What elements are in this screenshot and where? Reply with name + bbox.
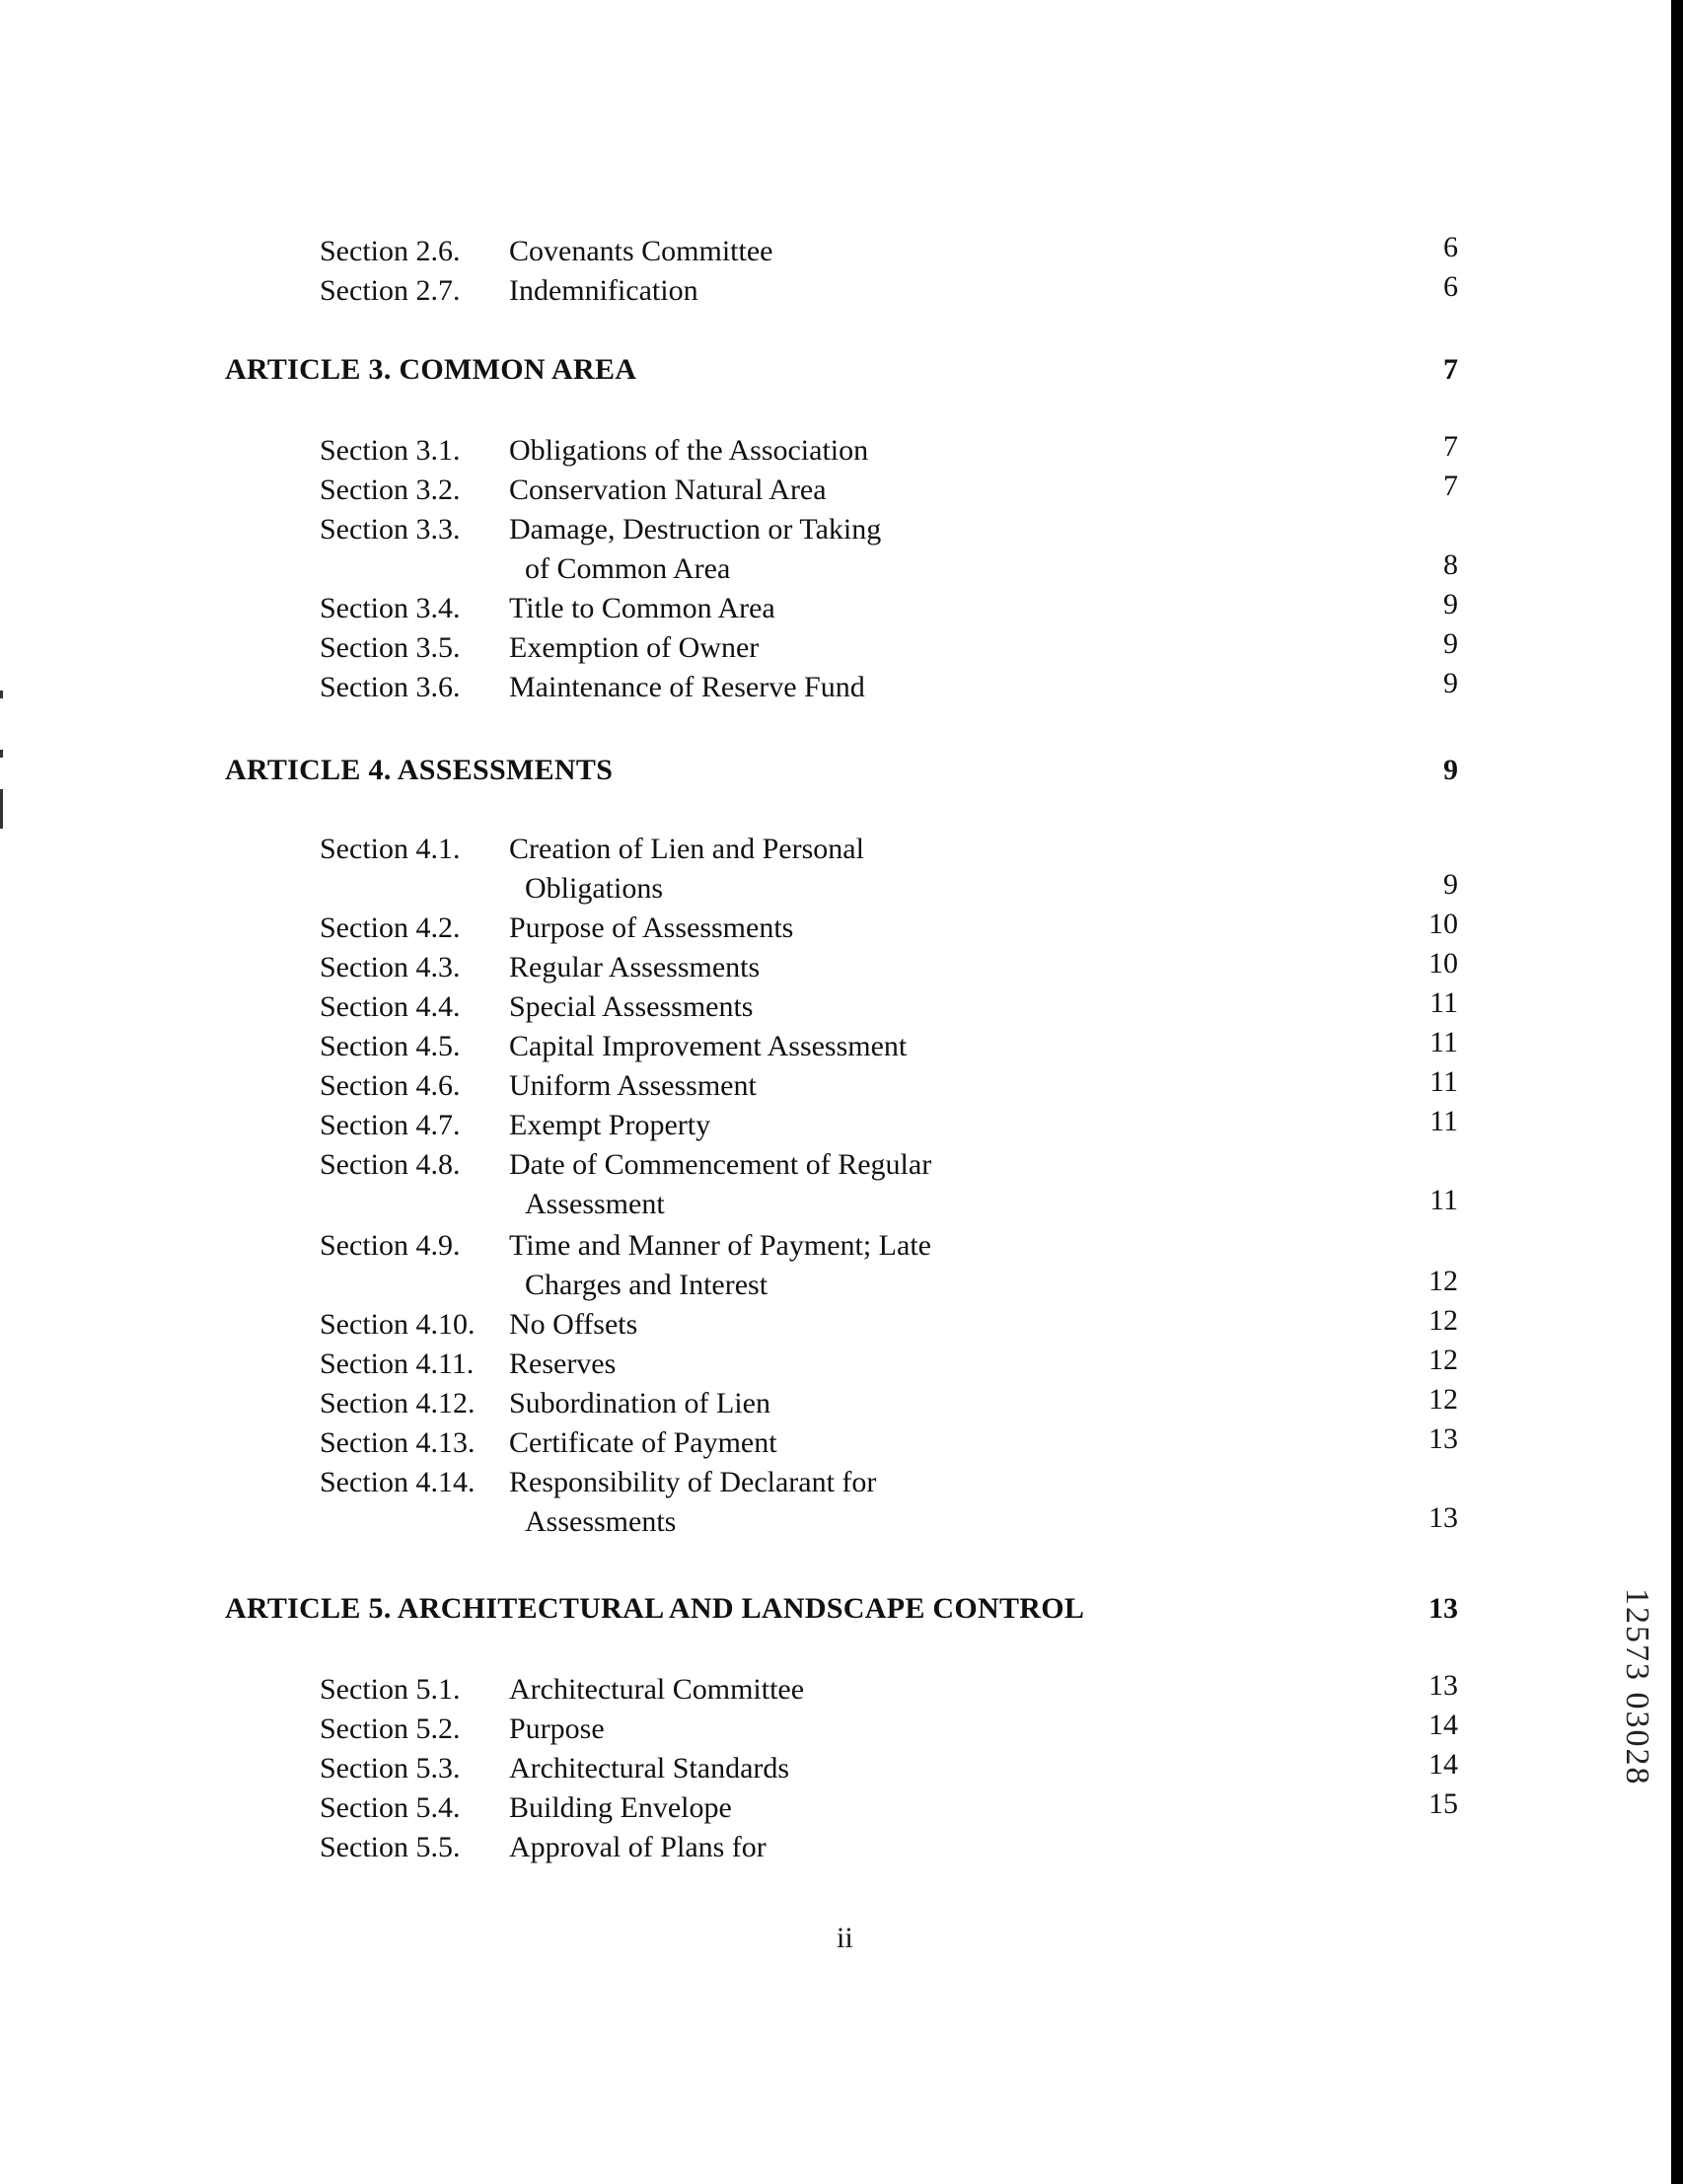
section-title: Indemnification [509,274,698,307]
section-title: Architectural Standards [509,1752,790,1784]
section-number: Section 4.7. [320,1109,461,1141]
section-page-number: 12 [1428,1383,1458,1416]
article-heading: ARTICLE 3. COMMON AREA [225,353,637,386]
section-title: Architectural Committee [509,1673,805,1706]
section-page-number: 7 [1443,430,1458,463]
section-number: Section 3.6. [320,671,461,703]
section-title: Certificate of Payment [509,1426,777,1459]
section-number: Section 4.9. [320,1229,461,1262]
section-number: Section 5.5. [320,1831,461,1863]
section-number: Section 4.1. [320,833,461,865]
section-page-number: 12 [1428,1344,1458,1376]
section-page-number: 10 [1428,947,1458,980]
section-page-number: 11 [1429,1026,1458,1058]
section-title: Maintenance of Reserve Fund [509,671,865,703]
section-page-number: 9 [1443,588,1458,620]
section-title-continued: of Common Area [525,552,731,585]
section-title: Exempt Property [509,1109,711,1141]
article-heading: ARTICLE 4. ASSESSMENTS [225,754,614,786]
section-page-number: 9 [1443,868,1458,901]
section-number: Section 4.4. [320,990,461,1023]
section-title-continued: Obligations [525,872,663,905]
article-page-number: 7 [1443,353,1458,386]
section-title: Reserves [509,1347,617,1380]
section-number: Section 3.3. [320,513,461,546]
section-number: Section 5.4. [320,1791,461,1824]
section-page-number: 13 [1428,1422,1458,1455]
section-title-continued: Charges and Interest [525,1269,768,1301]
section-number: Section 3.4. [320,592,461,624]
section-page-number: 12 [1428,1304,1458,1337]
section-title: Purpose of Assessments [509,911,794,944]
article-heading: ARTICLE 5. ARCHITECTURAL AND LANDSCAPE CONTROL [225,1592,1085,1625]
section-page-number: 13 [1428,1501,1458,1534]
article-page-number: 13 [1428,1592,1458,1625]
section-page-number: 14 [1428,1748,1458,1781]
section-number: Section 4.11. [320,1347,475,1380]
section-page-number: 8 [1443,548,1458,581]
section-number: Section 3.5. [320,631,461,664]
section-title: Obligations of the Association [509,434,869,467]
section-number: Section 4.6. [320,1069,461,1102]
section-page-number: 10 [1428,908,1458,940]
section-title: Time and Manner of Payment; Late [509,1229,931,1262]
section-title: Conservation Natural Area [509,473,827,506]
document-stamp-number: 12573 03028 [1619,1588,1655,1786]
section-number: Section 4.12. [320,1387,476,1420]
scan-mark-left [0,789,3,829]
article-page-number: 9 [1443,754,1458,786]
footer-page-number: ii [837,1922,853,1954]
scan-mark-left [0,691,3,698]
section-page-number: 11 [1429,1065,1458,1098]
section-title: Creation of Lien and Personal [509,833,864,865]
section-title: Special Assessments [509,990,754,1023]
section-page-number: 15 [1428,1787,1458,1820]
section-number: Section 3.1. [320,434,461,467]
section-number: Section 2.6. [320,235,461,267]
section-page-number: 9 [1443,627,1458,660]
section-page-number: 6 [1443,231,1458,263]
section-title: Uniform Assessment [509,1069,757,1102]
section-page-number: 6 [1443,270,1458,303]
section-number: Section 3.2. [320,473,461,506]
section-title: Responsibility of Declarant for [509,1466,877,1498]
section-page-number: 11 [1429,986,1458,1019]
section-number: Section 4.3. [320,951,461,983]
section-number: Section 2.7. [320,274,461,307]
section-title: Building Envelope [509,1791,732,1824]
section-number: Section 4.14. [320,1466,476,1498]
section-page-number: 11 [1429,1105,1458,1137]
section-title: Damage, Destruction or Taking [509,513,882,546]
section-title: Title to Common Area [509,592,775,624]
section-title: Exemption of Owner [509,631,760,664]
section-number: Section 4.13. [320,1426,476,1459]
section-page-number: 9 [1443,667,1458,699]
section-title: Regular Assessments [509,951,761,983]
section-title: Capital Improvement Assessment [509,1030,908,1062]
section-number: Section 5.1. [320,1673,461,1706]
section-page-number: 13 [1428,1669,1458,1702]
section-title: Date of Commencement of Regular [509,1148,932,1181]
section-title: No Offsets [509,1308,638,1341]
section-page-number: 12 [1428,1265,1458,1297]
section-number: Section 4.2. [320,911,461,944]
section-page-number: 7 [1443,470,1458,502]
section-title-continued: Assessments [525,1505,677,1538]
section-title: Purpose [509,1712,605,1745]
section-title-continued: Assessment [525,1188,665,1220]
section-page-number: 11 [1429,1184,1458,1216]
section-number: Section 4.10. [320,1308,476,1341]
section-number: Section 4.8. [320,1148,461,1181]
section-number: Section 4.5. [320,1030,461,1062]
scan-mark-left [0,750,3,758]
section-number: Section 5.3. [320,1752,461,1784]
section-title: Subordination of Lien [509,1387,770,1420]
section-title: Approval of Plans for [509,1831,767,1863]
section-title: Covenants Committee [509,235,773,267]
section-number: Section 5.2. [320,1712,461,1745]
section-page-number: 14 [1428,1709,1458,1741]
scan-edge-right [1671,0,1683,2184]
